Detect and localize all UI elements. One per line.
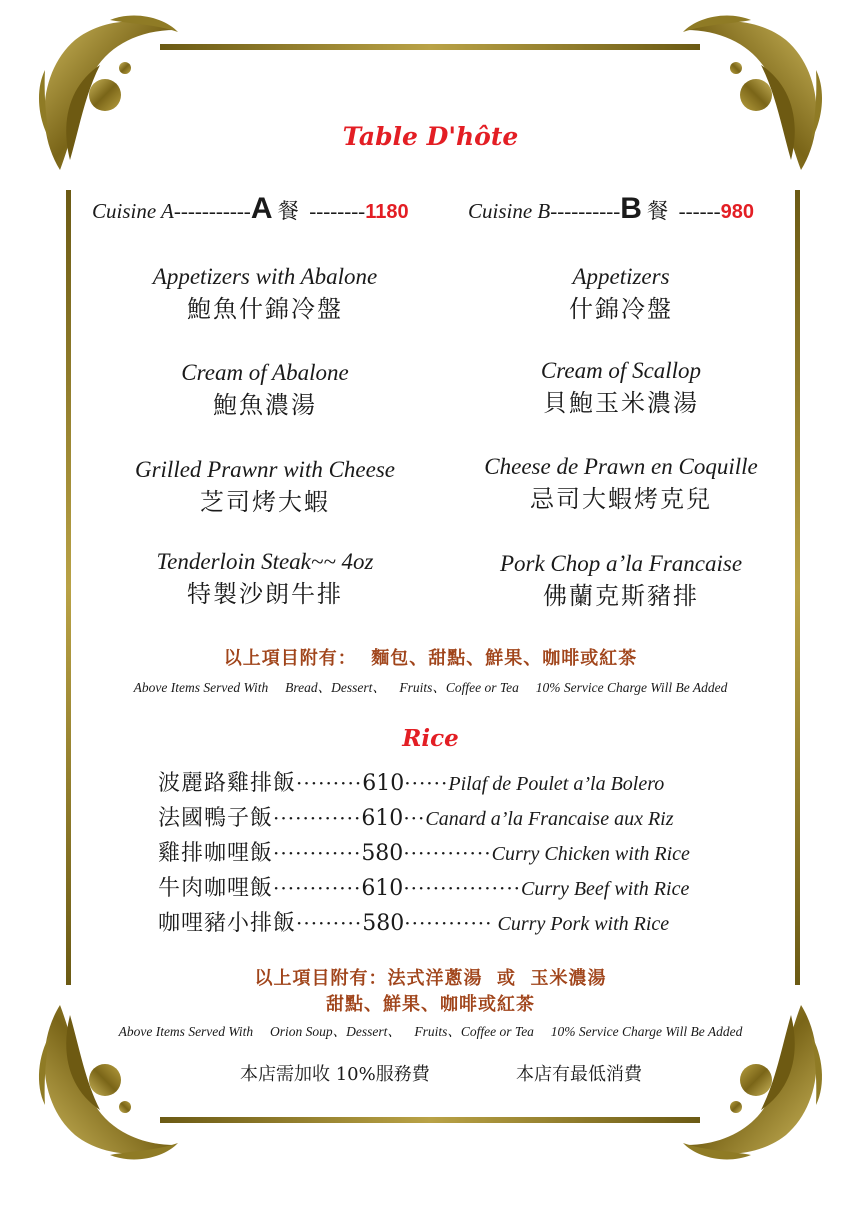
rice-dots: ······ — [404, 771, 449, 795]
bottom-border-line — [160, 1117, 700, 1123]
cuisine-a-cn: 餐 — [277, 199, 299, 223]
corner-ornament-top-right — [681, 10, 831, 180]
course-zh: 貝鮑玉米濃湯 — [543, 389, 699, 417]
rice-zh: 法國鴨子飯 — [158, 806, 274, 831]
course-zh: 鮑魚什錦冷盤 — [187, 295, 343, 323]
rice-zh: 牛肉咖哩飯 — [158, 876, 274, 901]
rice-dots: ············ — [273, 876, 362, 900]
footer-minimum-charge: 本店有最低消費 — [516, 1064, 642, 1085]
rice-dots: ············ — [273, 841, 362, 865]
cuisine-b-price-dashes: ------ — [678, 199, 721, 223]
course-zh: 忌司大蝦烤克兒 — [530, 485, 712, 513]
cuisine-a-course-2 — [65, 358, 465, 422]
course-en: Pork Chop a’la Francaise — [499, 551, 743, 576]
rice-zh: 咖哩豬小排飯 — [158, 911, 297, 936]
rice-item-5 — [158, 906, 669, 937]
rice-dots: ············ — [273, 806, 362, 830]
course-en: Tenderloin Steak~~ 4oz — [156, 549, 374, 574]
course-en: Grilled Prawnr with Cheese — [134, 457, 396, 482]
rice-price: 610 — [361, 806, 404, 831]
course-en: Appetizers — [572, 264, 670, 289]
rice-item-2 — [158, 801, 674, 832]
course-en: Cheese de Prawn en Coquille — [484, 454, 758, 479]
rice-price: 580 — [362, 911, 405, 936]
course-zh: 特製沙朗牛排 — [187, 580, 343, 608]
rice-note-cn-1: 以上項目附有：法式洋蔥湯 或 玉米濃湯 — [254, 968, 607, 989]
rice-dots: ············ — [404, 911, 493, 935]
cuisine-b-course-2 — [421, 356, 821, 420]
course-en: Appetizers with Abalone — [152, 264, 378, 289]
rice-en: Curry Beef with Rice — [521, 878, 690, 900]
cuisine-b-label: Cuisine B — [468, 199, 551, 223]
cuisine-a-price: 1180 — [365, 201, 409, 223]
rice-dots: ········· — [296, 771, 363, 795]
course-en: Cream of Abalone — [181, 360, 349, 385]
cuisine-b-course-1 — [421, 262, 821, 326]
cuisine-a-label: Cuisine A — [92, 199, 174, 223]
rice-price: 610 — [361, 876, 404, 901]
rice-zh: 雞排咖哩飯 — [158, 841, 274, 866]
rice-price: 610 — [362, 771, 405, 796]
cuisine-a-header — [92, 192, 409, 226]
rice-dots: ············ — [403, 841, 492, 865]
rice-dots: ················ — [403, 876, 522, 900]
rice-en: Curry Chicken with Rice — [491, 843, 690, 865]
cuisine-b-price: 980 — [720, 201, 754, 223]
set-note-cn: 以上項目附有： 麵包、甜點、鮮果、咖啡或紅茶 — [223, 648, 638, 669]
cuisine-a-course-4 — [65, 547, 465, 611]
rice-item-1 — [158, 766, 664, 797]
rice-dots: ········· — [296, 911, 363, 935]
cuisine-a-price-dashes: -------- — [309, 199, 366, 223]
rice-price: 580 — [361, 841, 404, 866]
cuisine-a-course-1 — [65, 262, 465, 326]
cuisine-b-header — [468, 192, 754, 226]
menu-title: Table D'hôte — [342, 122, 519, 151]
cuisine-b-course-4 — [421, 549, 821, 613]
cuisine-b-course-3 — [421, 452, 821, 516]
cuisine-b-cn: 餐 — [647, 199, 669, 223]
course-en: Cream of Scallop — [540, 358, 702, 383]
footer-service-charge: 本店需加收 10%服務費 — [240, 1064, 430, 1085]
rice-en: Curry Pork with Rice — [492, 913, 670, 935]
rice-item-4 — [158, 871, 689, 902]
corner-ornament-top-left — [30, 10, 180, 180]
cuisine-a-letter: A — [250, 192, 273, 225]
rice-title: Rice — [402, 725, 459, 752]
cuisine-a-course-3 — [65, 455, 465, 519]
rice-note-en: Above Items Served With Orion Soup、Dessert、 Fruits、Coffee or Tea 10% Service Charge Will Be Added — [118, 1024, 743, 1039]
course-zh: 鮑魚濃湯 — [213, 391, 317, 419]
course-zh: 什錦冷盤 — [569, 295, 673, 323]
rice-dots: ··· — [403, 806, 426, 830]
cuisine-b-dashes: ---------- — [550, 199, 621, 223]
course-zh: 佛蘭克斯豬排 — [543, 582, 699, 610]
rice-en: Pilaf de Poulet a’la Bolero — [448, 773, 665, 795]
rice-zh: 波麗路雞排飯 — [158, 771, 297, 796]
rice-item-3 — [158, 836, 690, 867]
course-zh: 芝司烤大蝦 — [200, 488, 330, 516]
cuisine-b-letter: B — [620, 192, 642, 225]
top-border-line — [160, 44, 700, 50]
rice-en: Canard a’la Francaise aux Riz — [425, 808, 674, 830]
cuisine-a-dashes: ----------- — [173, 199, 251, 223]
set-note-en: Above Items Served With Bread、Dessert、 Fruits、Coffee or Tea 10% Service Charge Will Be Added — [133, 680, 728, 695]
rice-note-cn-2: 甜點、鮮果、咖啡或紅茶 — [326, 994, 535, 1015]
